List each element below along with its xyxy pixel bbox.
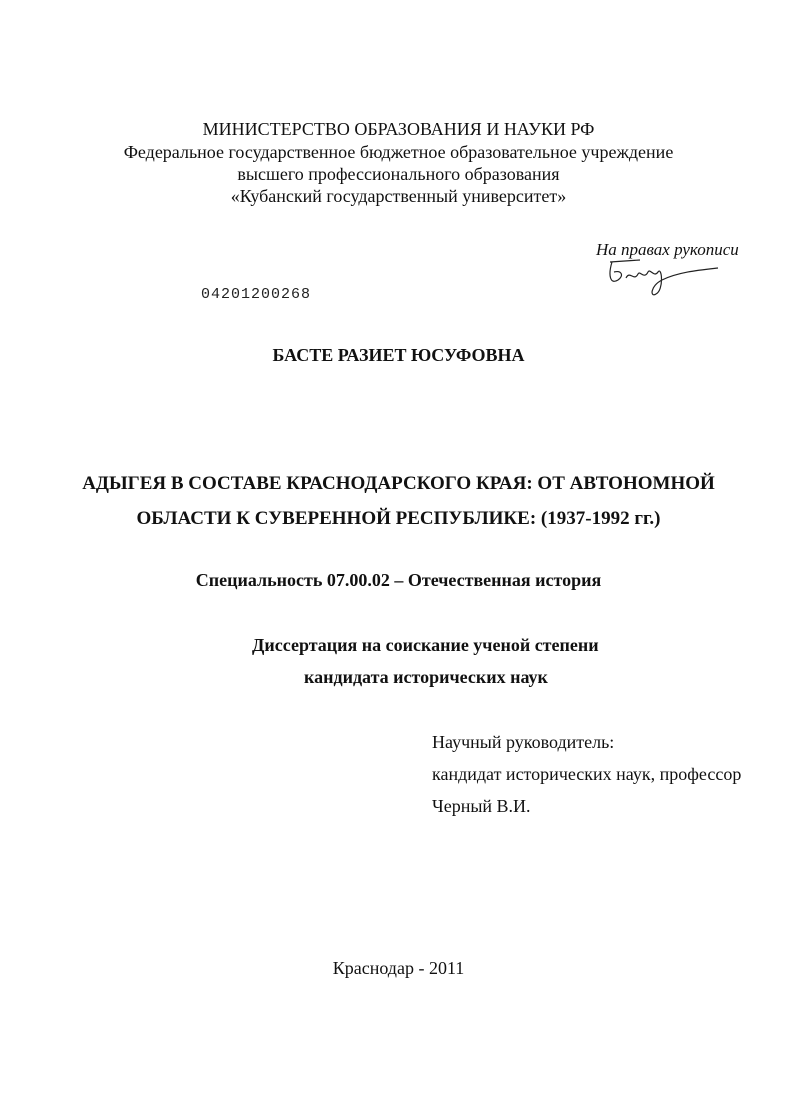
dissertation-line-1: Диссертация на соискание ученой степени: [252, 635, 599, 655]
title-line-2: ОБЛАСТИ К СУВЕРЕННОЙ РЕСПУБЛИКЕ: (1937-1992 гг.): [136, 508, 661, 529]
title-line-1: АДЫГЕЯ В СОСТАВЕ КРАСНОДАРСКОГО КРАЯ: ОТ АВТОНОМНОЙ: [82, 473, 715, 494]
institution-line-1: Федеральное государственное бюджетное образовательное учреждение: [123, 142, 674, 162]
specialty: Специальность 07.00.02 – Отечественная история: [195, 570, 602, 590]
author-name: БАСТЕ РАЗИЕТ ЮСУФОВНА: [272, 345, 525, 365]
ministry-heading: МИНИСТЕРСТВО ОБРАЗОВАНИЯ И НАУКИ РФ: [202, 119, 595, 139]
dissertation-line-2: кандидата исторических наук: [304, 667, 548, 687]
manuscript-note: На правах рукописи: [596, 240, 739, 259]
university-name: «Кубанский государственный университет»: [230, 186, 567, 206]
supervisor-name: Черный В.И.: [432, 796, 531, 816]
registration-number: 04201200268: [201, 286, 312, 303]
supervisor-label: Научный руководитель:: [432, 732, 615, 752]
institution-line-2: высшего профессионального образования: [237, 164, 560, 184]
city-year: Краснодар - 2011: [332, 958, 465, 978]
supervisor-degree: кандидат исторических наук, профессор: [432, 764, 742, 784]
signature-icon: [600, 250, 730, 300]
